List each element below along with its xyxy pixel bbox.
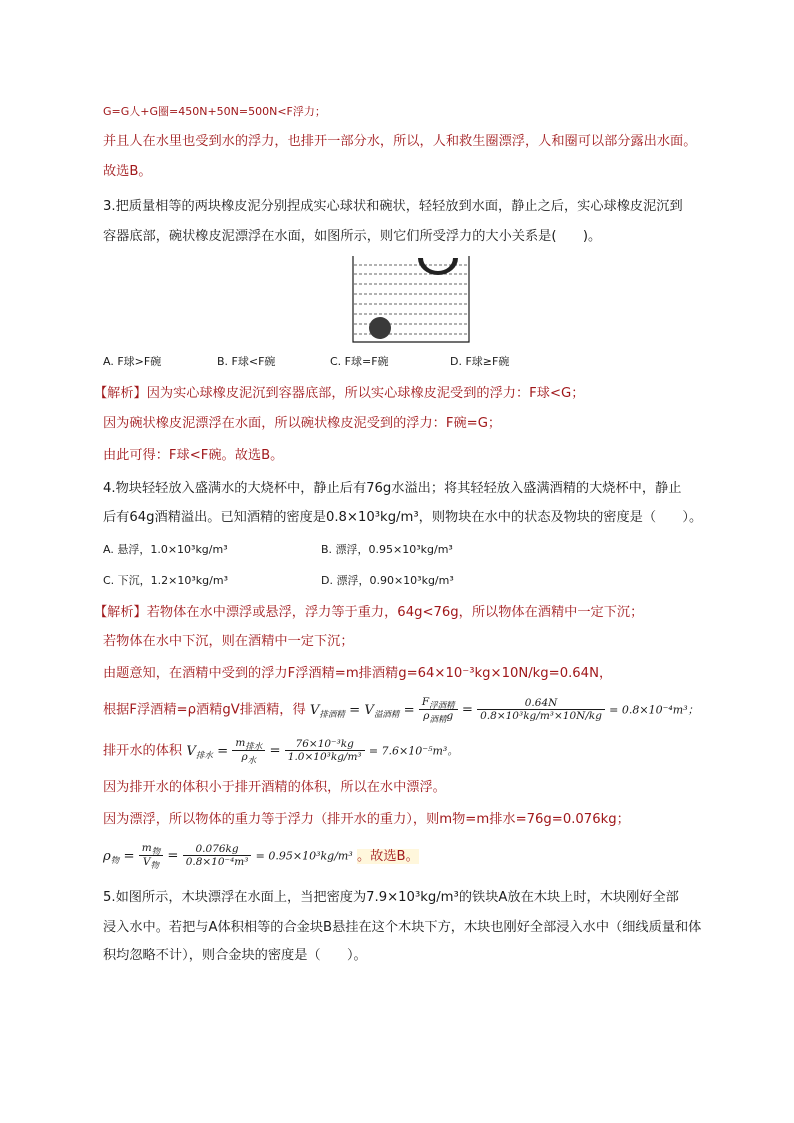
q3-option-d[interactable]: D. F球≥F碗: [450, 355, 510, 368]
q3-option-a[interactable]: A. F球>F碗: [103, 355, 162, 368]
question-4-line-2: 后有64g酒精溢出。已知酒精的密度是0.8×10³kg/m³，则物块在水中的状态及物块的密度是（ ）。: [103, 510, 703, 525]
volume-fraction-alcohol-values: $\frac{0.64N}{\text{0.8×10³kg/m³×10N/kg}}$: [477, 697, 605, 722]
density-fraction: $\frac{m_物}{V_物}$: [139, 842, 163, 869]
analysis-4-line-3: 由题意知，在酒精中受到的浮力F浮酒精=m排酒精g=64×10⁻³kg×10N/kg=0.64N，: [103, 666, 613, 681]
q4-option-c[interactable]: C. 下沉，1.2×10³kg/m³: [103, 574, 228, 587]
question-3-line-2: 容器底部，碗状橡皮泥漂浮在水面，如图所示，则它们所受浮力的大小关系是( )。: [103, 229, 602, 244]
q4-option-b[interactable]: B. 漂浮，0.95×10³kg/m³: [321, 543, 453, 556]
question-5-line-2: 浸入水中。若把与A体积相等的合金块B悬挂在这个木块下方，木块也刚好全部浸入水中（细线质量和体: [103, 920, 702, 935]
analysis-4-line-8: $\rho_物$ = $\frac{m_物}{V_物}$ = $\frac{0.076kg}{\text{0.8×10⁻⁴m³}}$ = 0.95×10³kg/m³ 。故选B。: [103, 842, 419, 871]
analysis-3-line-3: 由此可得：F球<F碗。故选B。: [103, 448, 284, 463]
question-5-line-3: 积均忽略不计），则合金块的密度是（ ）。: [103, 948, 367, 963]
volume-fraction-water: $\frac{m_{排水}}{\rho_水}$: [232, 737, 265, 764]
volume-fraction-water-values: $\frac{\text{76×10⁻³kg}}{\text{1.0×10³kg/m³}}$: [285, 738, 365, 763]
q4-option-a[interactable]: A. 悬浮，1.0×10³kg/m³: [103, 543, 228, 556]
question-5-line-1: 5.如图所示，木块漂浮在水面上，当把密度为7.9×10³kg/m³的铁块A放在木块上时，木块刚好全部: [103, 890, 679, 905]
analysis-3-line-1: 【解析】因为实心球橡皮泥沉到容器底部，所以实心球橡皮泥受到的浮力：F球<G；: [94, 386, 585, 401]
answer-line-g-total: G=G人+G圈=450N+50N=500N<F浮力；: [103, 105, 326, 118]
q3-option-c[interactable]: C. F球=F碗: [330, 355, 389, 368]
volume-fraction-alcohol: $\frac{F_{浮酒精}}{\rho_{酒精}g}$: [419, 696, 458, 723]
analysis-4-line-1: 【解析】若物体在水中漂浮或悬浮，浮力等于重力，64g<76g，所以物体在酒精中一定下沉；: [94, 605, 644, 620]
answer-line-float-explain: 并且人在水里也受到水的浮力，也排开一部分水，所以，人和救生圈漂浮，人和圈可以部分露出水面。: [103, 134, 697, 149]
analysis-4-line-2: 若物体在水中下沉，则在酒精中一定下沉；: [103, 634, 354, 649]
question-4-line-1: 4.物块轻轻放入盛满水的大烧杯中，静止后有76g水溢出；将其轻轻放入盛满酒精的大烧杯中，静止: [103, 481, 682, 496]
analysis-4-line-6: 因为排开水的体积小于排开酒精的体积，所以在水中漂浮。: [103, 780, 446, 795]
q4-option-d[interactable]: D. 漂浮，0.90×10³kg/m³: [321, 574, 454, 587]
density-fraction-values: $\frac{0.076kg}{\text{0.8×10⁻⁴m³}}$: [183, 843, 252, 868]
analysis-4-line-4: 根据F浮酒精=ρ酒精gV排酒精，得 $V_{排酒精} = V_{溢酒精}$ = $\frac{F_{浮酒精}}{\rho_{酒精}g}$ = $\frac{0.64N}{\text{0.8×10³kg/m³×10N/kg}}$ = 0.8×10⁻⁴m³；: [103, 696, 699, 725]
answer-line-choose-b: 故选B。: [103, 164, 152, 179]
question-3-line-1: 3.把质量相等的两块橡皮泥分别捏成实心球状和碗状，轻轻放到水面，静止之后，实心球橡皮泥沉到: [103, 199, 683, 214]
analysis-3-line-2: 因为碗状橡皮泥漂浮在水面，所以碗状橡皮泥受到的浮力：F碗=G；: [103, 416, 502, 431]
analysis-4-line-7: 因为漂浮，所以物体的重力等于浮力（排开水的重力），则m物=m排水=76g=0.076kg；: [103, 812, 630, 827]
beaker-figure: [352, 254, 472, 344]
analysis-4-line-5: 排开水的体积 $V_{排水}$ = $\frac{m_{排水}}{\rho_水}$ = $\frac{\text{76×10⁻³kg}}{\text{1.0×10³kg/m³}}$ = 7.6×10⁻⁵m³。: [103, 737, 459, 766]
q3-option-b[interactable]: B. F球<F碗: [217, 355, 276, 368]
